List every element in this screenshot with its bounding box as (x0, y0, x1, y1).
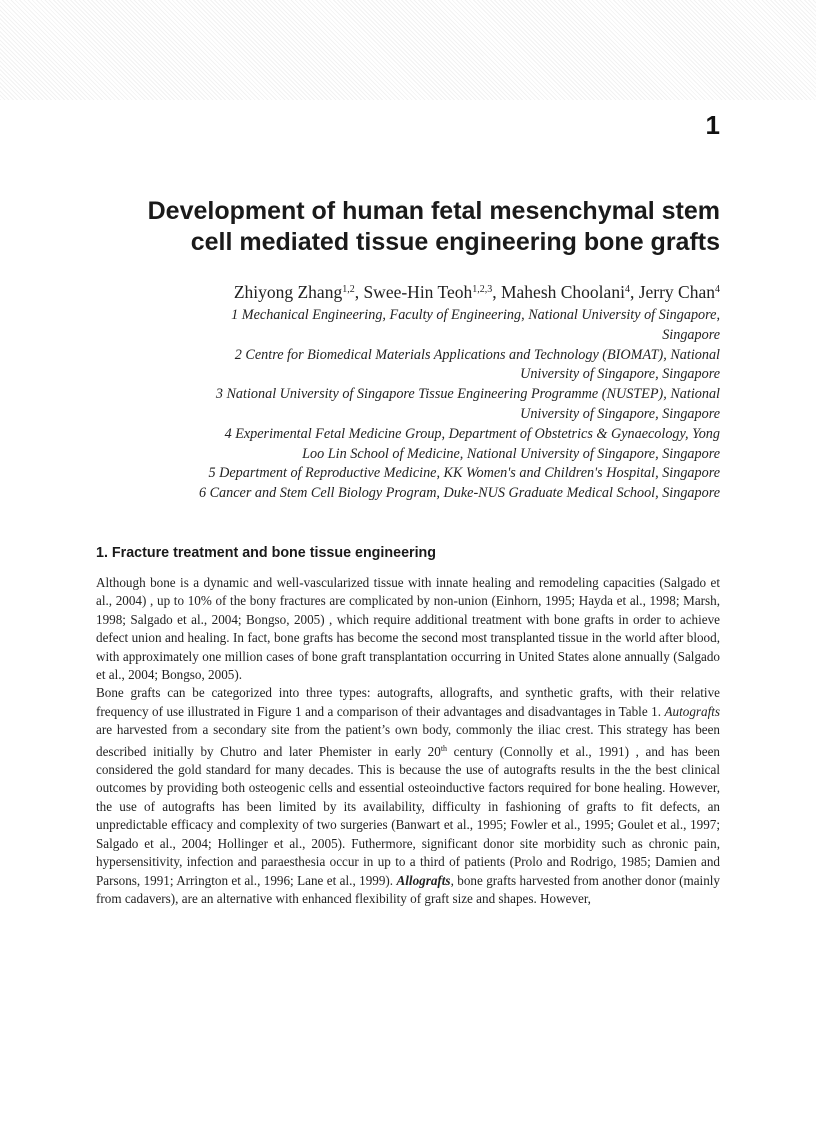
affiliation-line: 4 Experimental Fetal Medicine Group, Department of Obstetrics & Gynaecology, Yong (224, 425, 720, 442)
term-allografts: Allografts (396, 872, 451, 888)
affiliation-line: 6 Cancer and Stem Cell Biology Program, Duke-NUS Graduate Medical School, Singapore (198, 485, 720, 502)
affiliation-line: 1 Mechanical Engineering, Faculty of Engineering, National University of Singapore, (231, 307, 720, 323)
affiliation-line: Loo Lin School of Medicine, National University of Singapore, Singapore (302, 445, 720, 462)
author-name: Zhiyong Zhang (233, 282, 343, 302)
p2-text: century (Connolly et al., 1991) , and has been considered the gold standard for many decades. This is because the use of autografts results in the the best clinical outcomes by providing both osteogenic cells and essential osteoinductive factors required for bone healing. However, the use of autografts has been limited by its availability, difficulty in fashioning of grafts to fit defects, an unpredictable efficacy and complexity of two surgeries (Banwart et al., 1995; Fowler et al., 1995; Goulet et al., 1997; Salgado et al., 2004; Hollinger et al., 2005). Futhermore, significant donor site morbidity such as chronic pain, hypersensitivity, infection and paraesthesia occur in up to a third of patients (Prolo and Rodrigo, 1985; Damien and Parsons, 1991; Arrington et al., 1996; Lane et al., 1999). (96, 743, 720, 888)
chapter-number: 1 (705, 110, 720, 140)
author-list: Zhiyong Zhang$^{1,2}$, Swee-Hin Teoh$^{1,2,3}$, Mahesh Choolani$^4$, Jerry Chan$^4$ (233, 282, 720, 302)
author-name: Swee-Hin Teoh (363, 282, 473, 302)
affiliation-line: University of Singapore, Singapore (520, 366, 720, 383)
section-body (96, 574, 720, 908)
affiliation-line: 5 Department of Reproductive Medicine, KK Women's and Children's Hospital, Singapore (208, 465, 720, 482)
author-affiliation-marker: 1,2,3 (472, 284, 493, 295)
author-name: Mahesh Choolani (500, 282, 625, 302)
author-name: Jerry Chan (638, 282, 715, 302)
author-affiliation-marker: 4 (624, 284, 630, 295)
p2-text: Bone grafts can be categorized into three types: autografts, allografts, and synthetic grafts, with their relative frequency of use illustrated in Figure 1 and a comparison of their advantages and disadvantages in Table 1. (96, 685, 720, 719)
p2-text: , bone grafts harvested from another donor (mainly from cadavers), are an alternative with enhanced flexibility of graft size and shapes. However, (96, 872, 720, 906)
author-affiliation-marker: 4 (715, 284, 720, 295)
affiliation-line: Singapore (662, 326, 720, 343)
ordinal-suffix: th (440, 743, 448, 753)
header-band (0, 0, 816, 100)
paragraph-1: Although bone is a dynamic and well-vascularized tissue with innate healing and remodeling capacities (Salgado et al., 2004) , up to 10% of the bony fractures are complicated by non-union (Einhorn, 1995; Hayda et al., 1998; Marsh, 1998; Salgado et al., 2004; Bongso, 2005) , which require additional treatment with bone grafts in order to achieve defect union and healing. In fact, bone grafts has become the second most transplanted tissue in the world after blood, with approximately one million cases of bone graft transplantation occurring in United States alone annually (Salgado et al., 2004; Bongso, 2005). (96, 575, 720, 683)
term-autografts: Autografts (664, 703, 720, 719)
affiliations (96, 306, 720, 504)
affiliation-line: 3 National University of Singapore Tissue Engineering Programme (NUSTEP), National (215, 386, 720, 403)
p2-text: are harvested from a secondary site from the patient’s own body, commonly the iliac crest. This strategy has been described initially by Chutro and later Phemister in early 20 (96, 722, 720, 759)
chapter-title (96, 196, 720, 258)
affiliation-line: 2 Centre for Biomedical Materials Applications and Technology (BIOMAT), National (234, 346, 720, 363)
section-heading: 1. Fracture treatment and bone tissue engineering (96, 545, 437, 561)
affiliation-line: University of Singapore, Singapore (520, 405, 720, 422)
author-affiliation-marker: 1,2 (342, 284, 355, 295)
paragraph-2 (96, 684, 720, 908)
title-line-1: Development of human fetal mesenchymal stem (147, 197, 720, 225)
title-line-2: cell mediated tissue engineering bone grafts (190, 228, 720, 256)
